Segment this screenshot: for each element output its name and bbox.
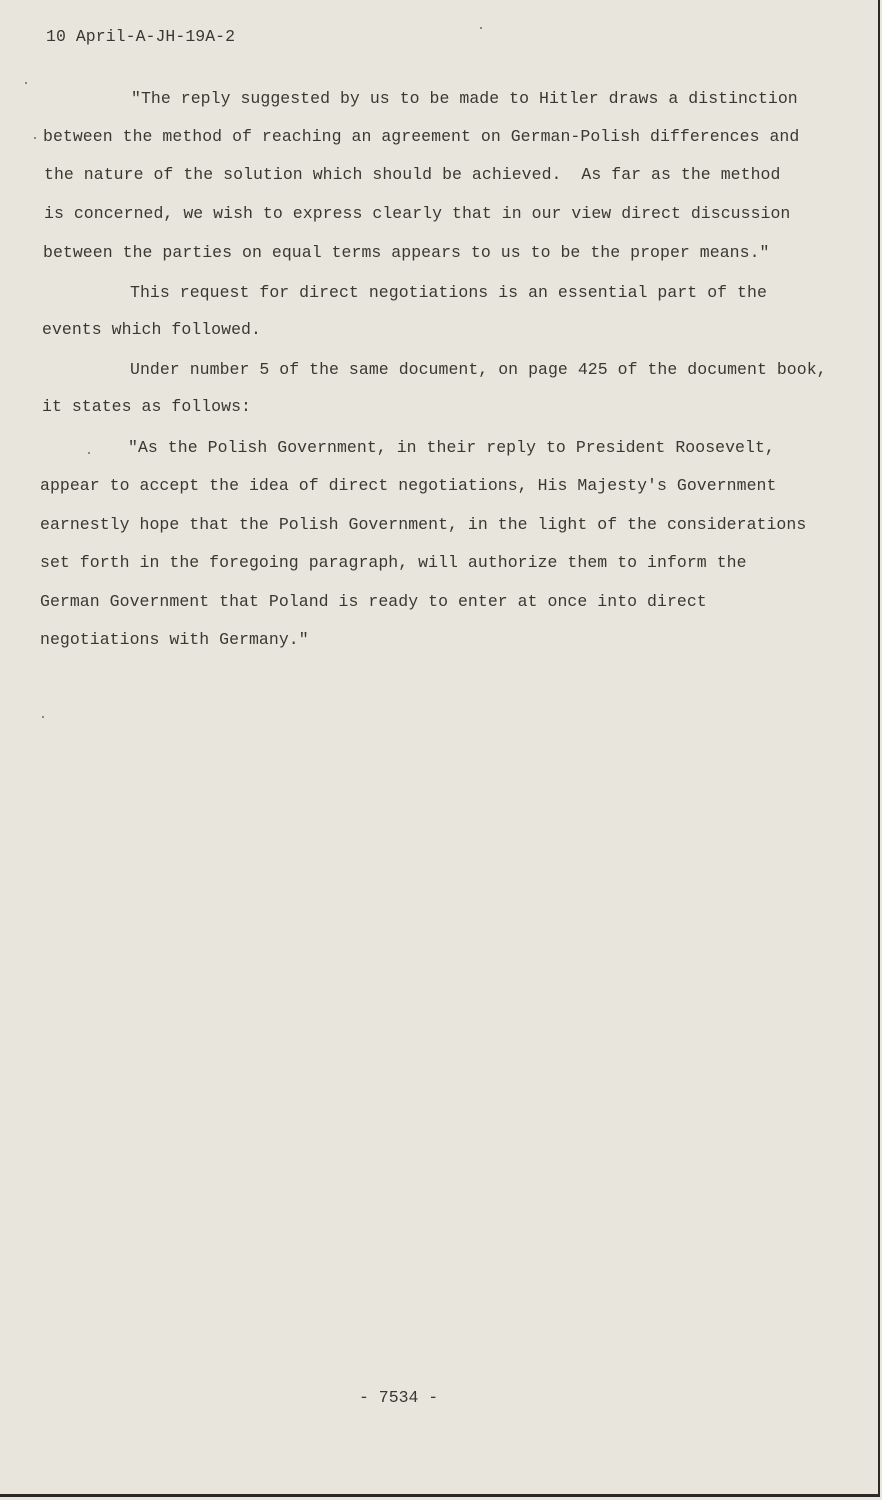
- text-line: Under number 5 of the same document, on page 425 of the document book,: [130, 360, 827, 379]
- text-line: it states as follows:: [42, 397, 251, 416]
- page-number: - 7534 -: [359, 1388, 439, 1407]
- paper-speck: [34, 137, 36, 139]
- paper-speck: [480, 27, 482, 29]
- text-line: negotiations with Germany.": [40, 630, 309, 649]
- paper-speck: [42, 716, 44, 718]
- text-line: the nature of the solution which should be achieved. As far as the method: [44, 165, 781, 184]
- text-line: "The reply suggested by us to be made to Hitler draws a distinction: [131, 89, 798, 108]
- paper-speck: [88, 452, 90, 454]
- text-line: events which followed.: [42, 320, 261, 339]
- document-reference-header: 10 April-A-JH-19A-2: [46, 27, 236, 46]
- text-line: This request for direct negotiations is an essential part of the: [130, 283, 767, 302]
- text-line: is concerned, we wish to express clearly that in our view direct discussion: [44, 204, 791, 223]
- paper-speck: [25, 82, 27, 84]
- text-line: "As the Polish Government, in their reply to President Roosevelt,: [128, 438, 775, 457]
- text-line: between the method of reaching an agreement on German-Polish differences and: [43, 127, 800, 146]
- text-line: German Government that Poland is ready to enter at once into direct: [40, 592, 707, 611]
- text-line: set forth in the foregoing paragraph, will authorize them to inform the: [40, 553, 747, 572]
- text-line: earnestly hope that the Polish Government, in the light of the considerations: [40, 515, 807, 534]
- text-line: appear to accept the idea of direct negotiations, His Majesty's Government: [40, 476, 777, 495]
- text-line: between the parties on equal terms appears to us to be the proper means.": [43, 243, 770, 262]
